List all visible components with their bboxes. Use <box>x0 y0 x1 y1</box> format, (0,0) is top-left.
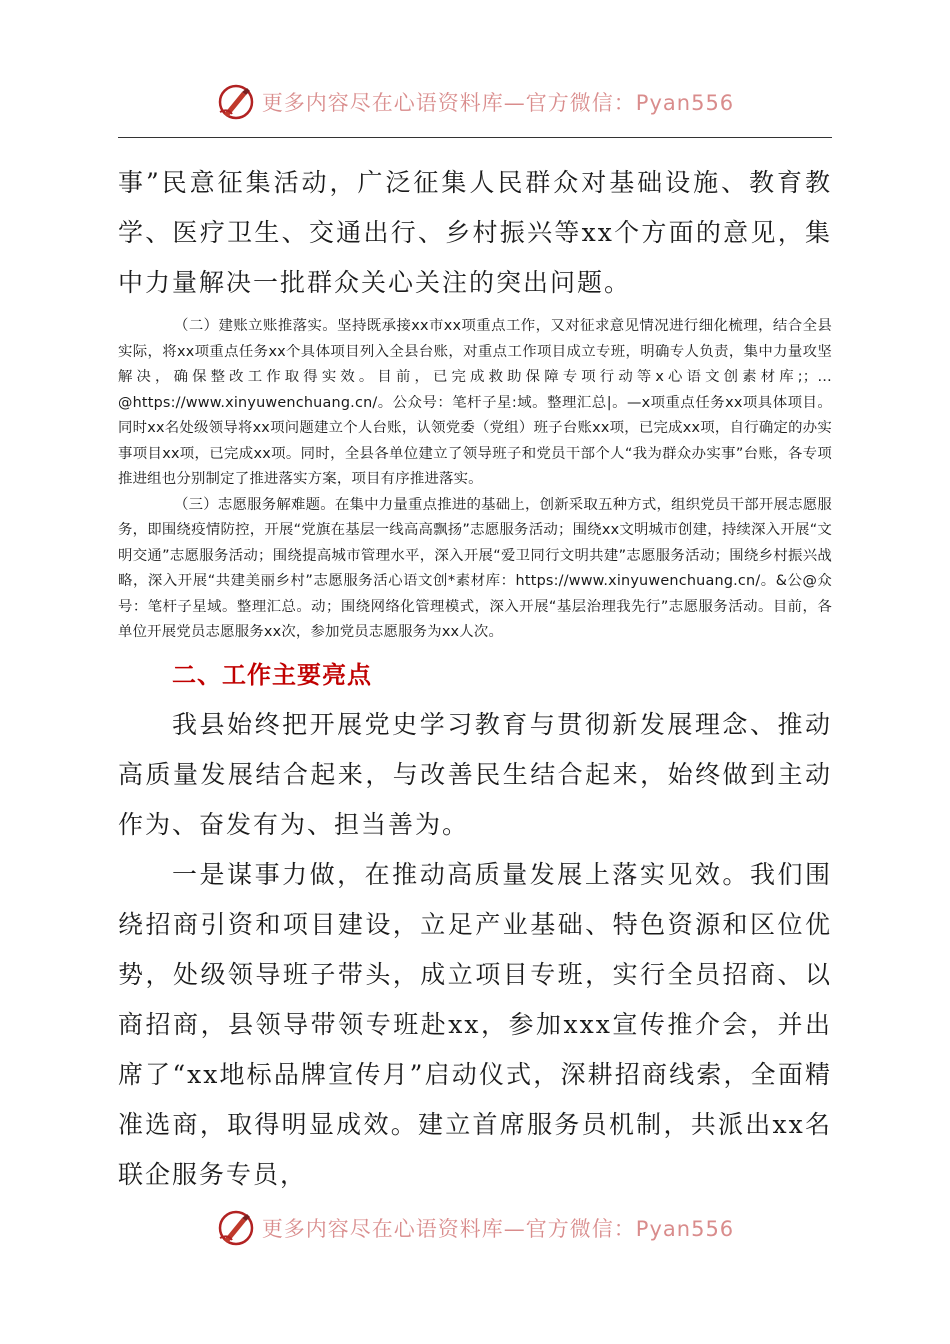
pen-logo-icon <box>216 1208 256 1248</box>
paragraph-highlight: 我县始终把开展党史学习教育与贯彻新发展理念、推动高质量发展结合起来，与改善民生结合起来，始终做到主动作为、奋发有为、担当善为。 <box>118 709 832 839</box>
header-divider <box>118 137 832 138</box>
footer-banner-text: 更多内容尽在心语资料库—官方微信：Pyan556 <box>261 1217 735 1241</box>
section-heading: 二、工作主要亮点 <box>172 660 372 689</box>
document-body <box>118 158 832 1200</box>
paragraph-ledger: （二）建账立账推落实。坚持既承接xx市xx项重点工作，又对征求意见情况进行细化梳理，结合全县实际，将xx项重点任务xx个具体项目列入全县台账，对重点工作项目成立专班，明确专人负责，集中力量攻坚解决，确保整改工作取得实效。目前，已完成救助保障专项行动等x心语文创素材库;；…@https://www.xinyuwenchuang.cn/。公众号：笔杆子星:域。整理汇总|。—x项重点任务xx项具体项目。同时xx名处级领导将xx项问题建立个人台账，认领党委（党组）班子台账xx项，已完成xx项，自行确定的办实事项目xx项，已完成xx项。同时，全县各单位建立了领导班子和党员干部个人“我为群众办实事”台账，各专项推进组也分别制定了推进落实方案，项目有序推进落实。 <box>118 318 832 487</box>
pen-logo-icon <box>216 82 256 122</box>
paragraph-volunteer: （三）志愿服务解难题。在集中力量重点推进的基础上，创新采取五种方式，组织党员干部开展志愿服务，即围绕疫情防控，开展“党旗在基层一线高高飘扬”志愿服务活动；围绕xx文明城市创建，持续深入开展“文明交通”志愿服务活动；围绕提高城市管理水平，深入开展“爱卫同行文明共建”志愿服务活动；围绕乡村振兴战略，深入开展“共建美丽乡村”志愿服务活心语文创*素材库：https://www.xinyuwenchuang.cn/。&公@众号：笔杆子星域。整理汇总。动；围绕网络化管理模式，深入开展“基层治理我先行”志愿服务活动。目前，各单位开展党员志愿服务xx次，参加党员志愿服务为xx人次。 <box>118 496 832 640</box>
header-banner <box>0 80 950 124</box>
paragraph-intro: 事”民意征集活动，广泛征集人民群众对基础设施、教育教学、医疗卫生、交通出行、乡村振兴等xx个方面的意见，集中力量解决一批群众关心关注的突出问题。 <box>118 168 832 297</box>
header-banner-text: 更多内容尽在心语资料库—官方微信：Pyan556 <box>261 91 735 115</box>
paragraph-point-one: 一是谋事力做，在推动高质量发展上落实见效。我们围绕招商引资和项目建设，立足产业基础、特色资源和区位优势，处级领导班子带头，成立项目专班，实行全员招商、以商招商，县领导带领专班赴xx，参加xxx宣传推介会，并出席了“xx地标品牌宣传月”启动仪式，深耕招商线索，全面精准选商，取得明显成效。建立首席服务员机制，共派出xx名联企服务专员， <box>118 859 832 1189</box>
footer-banner <box>0 1206 950 1250</box>
